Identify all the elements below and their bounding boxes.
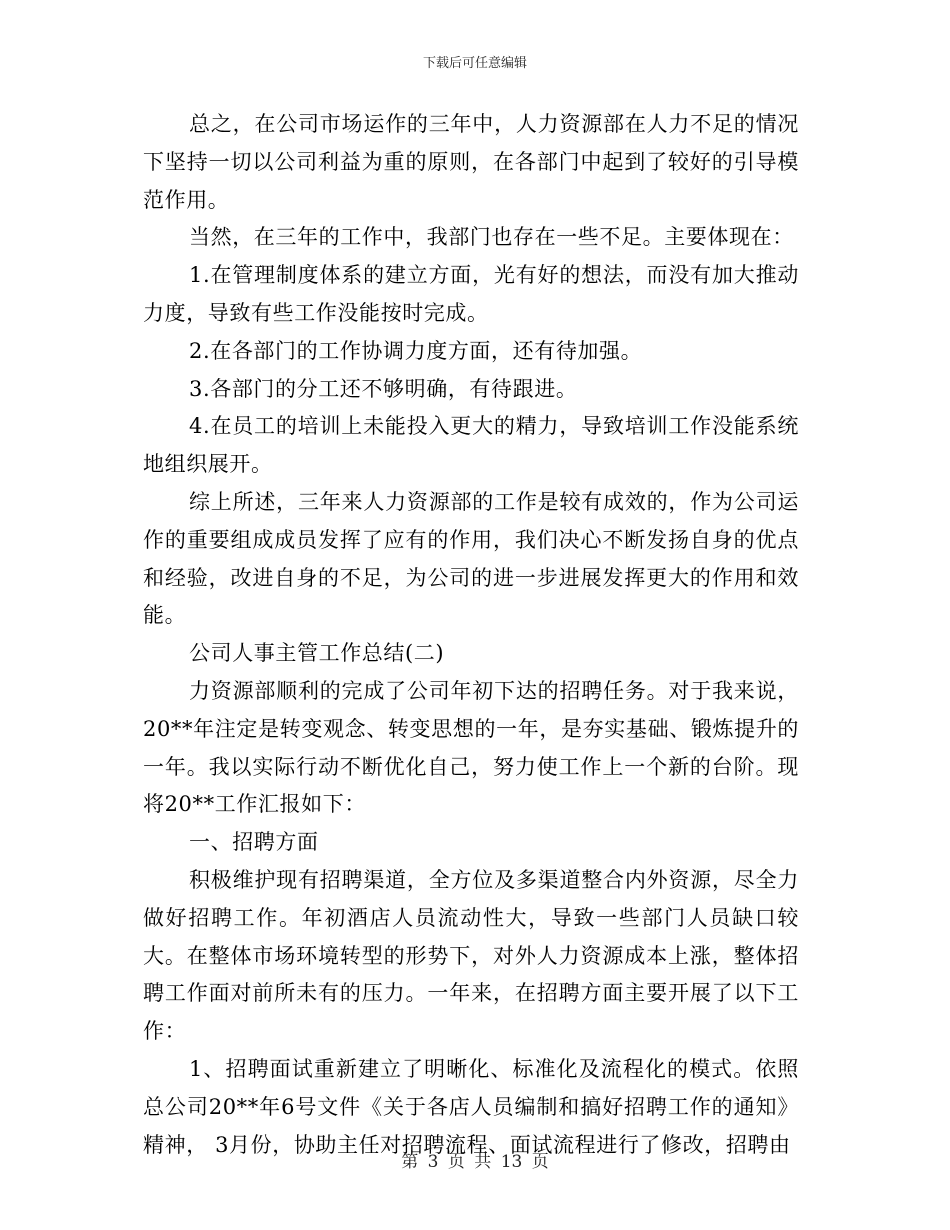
paragraph-recruiting: 积极维护现有招聘渠道，全方位及多渠道整合内外资源，尽全力做好招聘工作。年初酒店人员流动性大，导致一些部门人员缺口较大。在整体市场环境转型的形势下，对外人力资源成本上涨，整体招聘工作面对前所未有的压力。一年来，在招聘方面主要开展了以下工作： <box>143 867 799 1044</box>
document-body <box>143 106 799 1164</box>
paragraph-conclusion: 综上所述，三年来人力资源部的工作是较有成效的，作为公司运作的重要组成成员发挥了应有的作用，我们决心不断发扬自身的优点和经验，改进自身的不足，为公司的进一步进展发挥更大的作用和效能。 <box>143 489 799 628</box>
section-title: 公司人事主管工作总结(二) <box>189 641 445 666</box>
subsection-heading: 一、招聘方面 <box>189 830 319 855</box>
page-header: 下载后可任意编辑 <box>422 56 527 71</box>
paragraph-recruiting-item-1: 1、招聘面试重新建立了明晰化、标准化及流程化的模式。依照总公司20**年6号文件《关于各店人员编制和搞好招聘工作的通知》精神， 3月份，协助主任对招聘流程、面试流程进行了修改，招聘由 <box>143 1056 799 1157</box>
page-footer: 第 3 页 共 13 页 <box>401 1152 549 1172</box>
paragraph-summary: 总之，在公司市场运作的三年中，人力资源部在人力不足的情况下坚持一切以公司利益为重的原则，在各部门中起到了较好的引导模范作用。 <box>143 112 799 212</box>
paragraph-intro: 力资源部顺利的完成了公司年初下达的招聘任务。对于我来说，20**年注定是转变观念、转变思想的一年，是夯实基础、锻炼提升的一年。我以实际行动不断优化自己，努力使工作上一个新的台阶。现将20**工作汇报如下： <box>143 678 799 817</box>
paragraph-shortcomings-intro: 当然，在三年的工作中，我部门也存在一些不足。主要体现在： <box>189 225 794 250</box>
list-item-3: 3.各部门的分工还不够明确，有待跟进。 <box>189 376 578 401</box>
list-item-1: 1.在管理制度体系的建立方面，光有好的想法，而没有加大推动力度，导致有些工作没能按时完成。 <box>143 263 799 325</box>
list-item-2: 2.在各部门的工作协调力度方面，还有待加强。 <box>189 338 643 363</box>
list-item-4: 4.在员工的培训上未能投入更大的精力，导致培训工作没能系统地组织展开。 <box>143 414 799 477</box>
